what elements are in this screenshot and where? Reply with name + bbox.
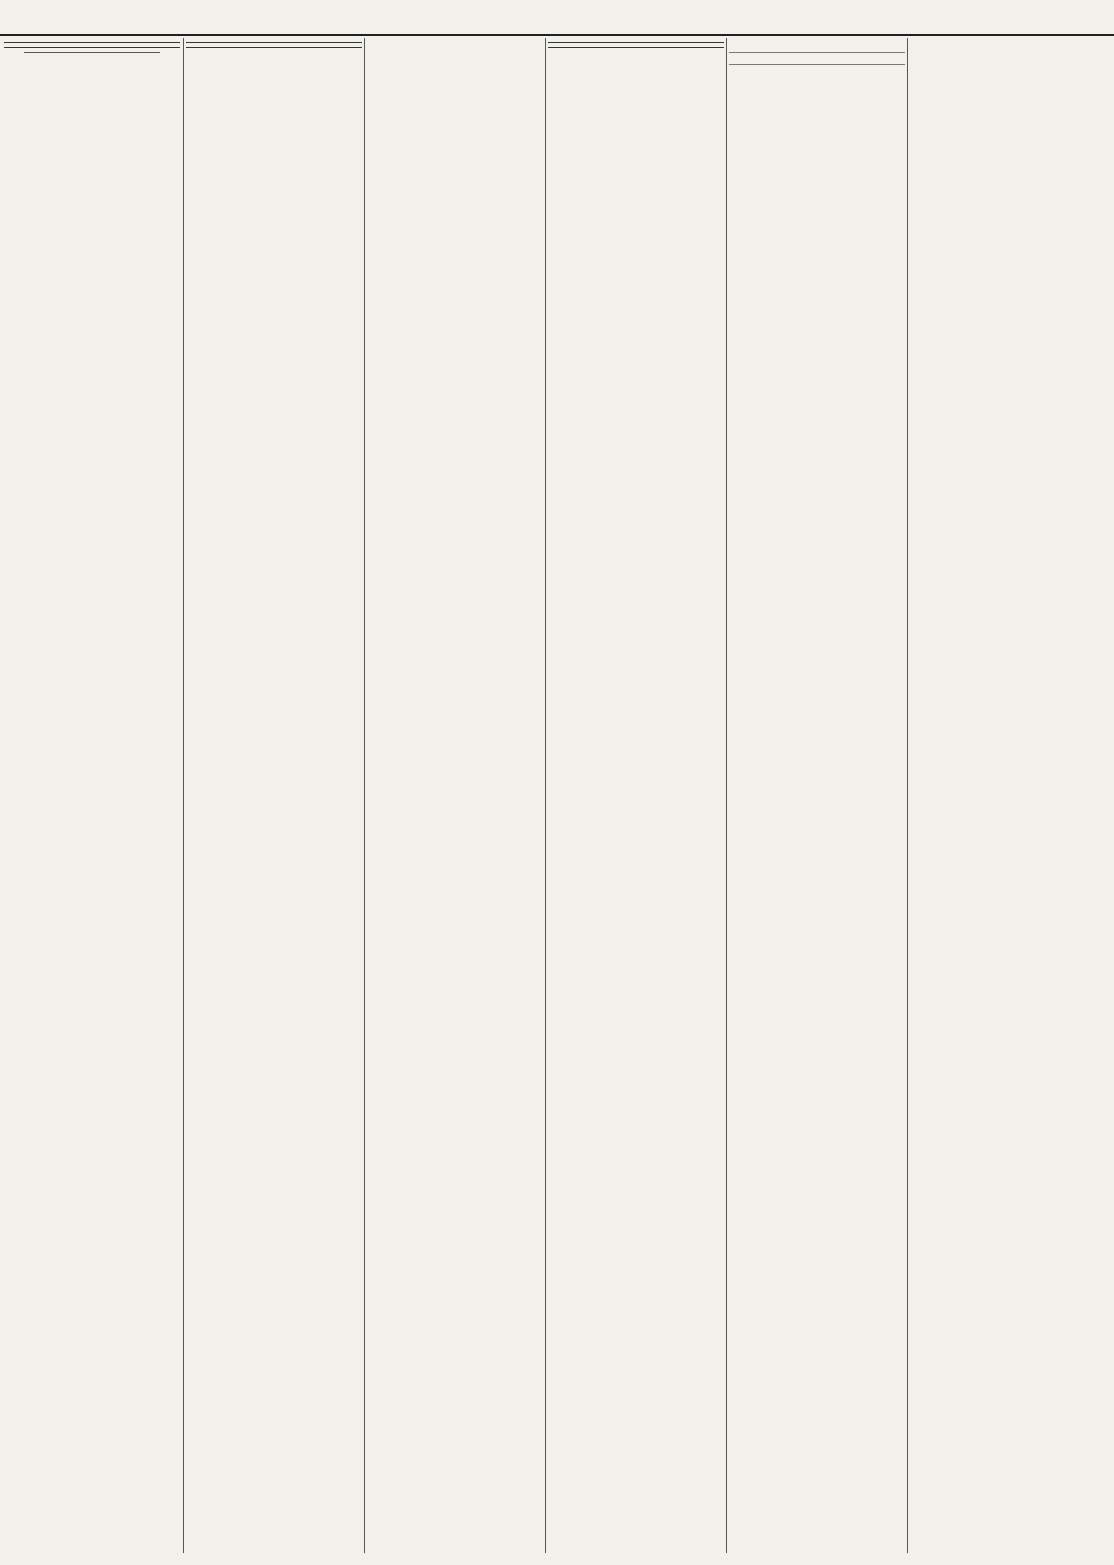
advert-sermon [729,44,905,53]
column-rule [545,38,546,1553]
column-7 [911,38,1111,1148]
masthead [0,0,1114,36]
column-rule [183,38,184,1553]
column-rule [364,38,365,1553]
column-5 [729,38,905,1553]
advert-evangelistic [729,53,905,65]
column-3 [367,38,543,1553]
section-heading-assembly [186,42,362,48]
column-1 [4,38,180,1553]
column-rule [907,38,908,1553]
column-rule [726,38,727,1553]
section-heading-magistrates [4,42,180,48]
section-heading-literature [548,42,724,48]
divider [24,52,160,53]
column-2 [186,38,362,1553]
column-4 [548,38,724,1553]
